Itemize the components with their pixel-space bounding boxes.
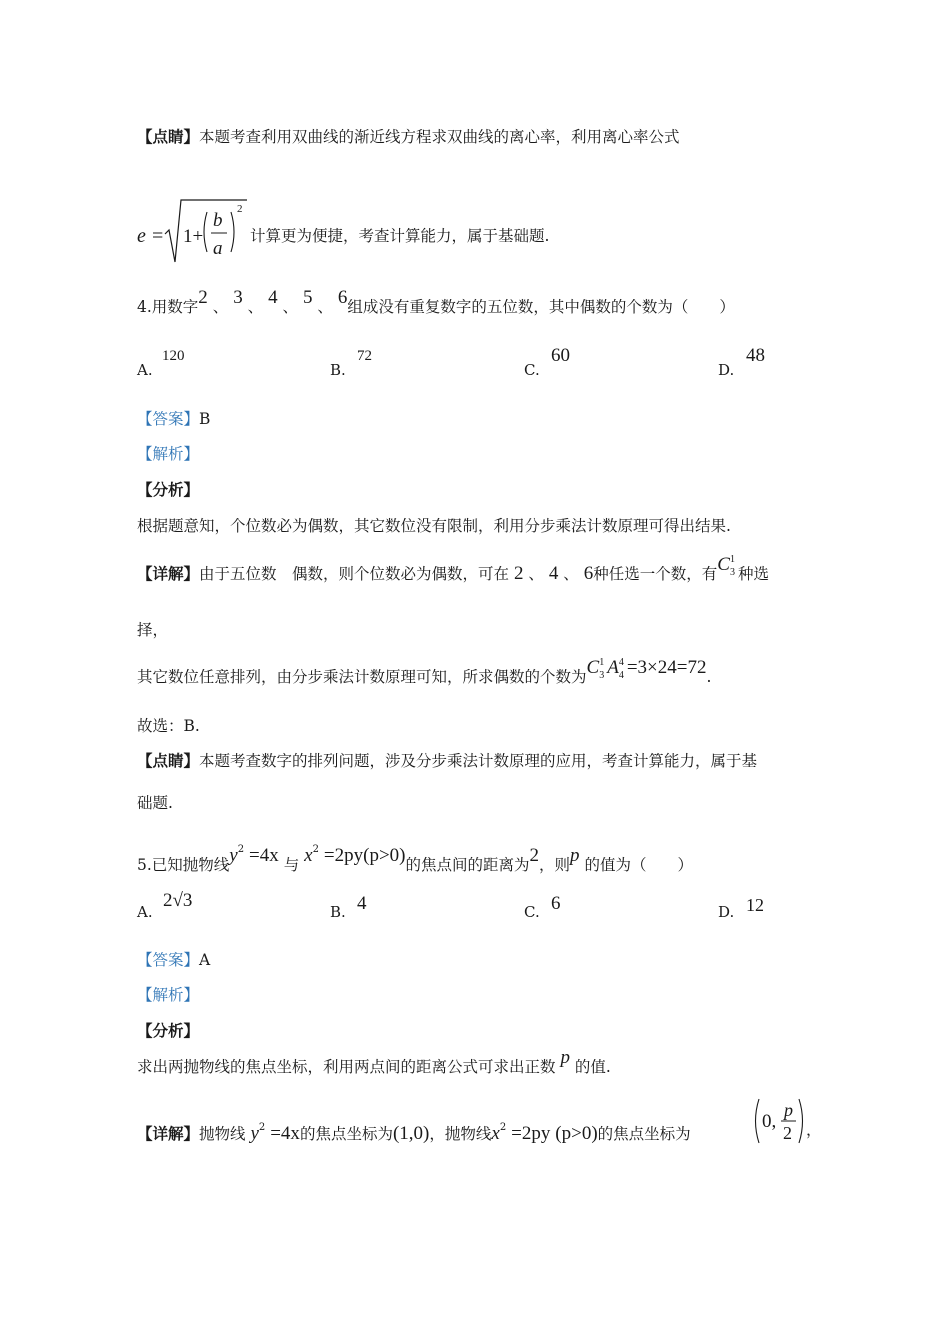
- q4-detail-text5: 其它数位任意排列，由分步乘法计数原理可知，所求偶数的个数为: [137, 668, 587, 686]
- q5-answer-line: [137, 950, 210, 970]
- q4-detail-sep-1: 、: [528, 565, 544, 583]
- q5-option-d-value: 12: [746, 895, 764, 915]
- q5-point2-num: p: [784, 1100, 793, 1120]
- q5-fenxi-text2: 的值.: [574, 1058, 611, 1076]
- q5-eq1-y: y: [229, 845, 238, 866]
- q4-dianjing-line2: 础题.: [137, 794, 173, 812]
- q5-suffix: 的值为（ ）: [584, 856, 693, 874]
- q4-detail-c-indices: [729, 554, 738, 584]
- q5-answer-label: 【答案】: [137, 951, 200, 969]
- q4-option-b-letter: B.: [330, 361, 346, 379]
- formula-tail-text: 计算更为便捷，考查计算能力，属于基础题.: [250, 227, 550, 245]
- q5-fenxi-line: [137, 1047, 611, 1077]
- q5-option-a-value: 2√3: [163, 890, 193, 911]
- q4-option-c-letter: C.: [524, 361, 540, 379]
- q4-answer-value: B: [199, 410, 211, 428]
- q4-detail-c-sub: 3: [729, 567, 735, 578]
- q5-analysis-label: 【解析】: [137, 986, 200, 1004]
- q4-digit-3: 3: [233, 287, 243, 308]
- q4-dianjing-label: 【点睛】: [137, 751, 200, 770]
- q4-detail-digit-2: 2: [513, 563, 524, 584]
- q5-detail-text4: 的焦点坐标为: [597, 1125, 691, 1143]
- q4-formula-c-indices: [599, 657, 607, 687]
- formula-eq-symbol: =: [152, 225, 164, 247]
- q4-analysis-line: [137, 444, 199, 464]
- q5-eq2-x: x: [304, 845, 313, 866]
- q4-formula-a-sup: 4: [618, 657, 624, 668]
- q4-digit-4: 4: [268, 287, 278, 308]
- sqrt-radical-icon: [165, 200, 247, 262]
- q4-fenxi-label: 【分析】: [137, 480, 200, 499]
- q4-sep-2: 、: [247, 298, 264, 316]
- q4-sep-1: 、: [212, 298, 229, 316]
- q4-formula-period: .: [706, 668, 712, 686]
- q4-digit-2: 2: [198, 287, 208, 308]
- q5-detail-text2: 的焦点坐标为: [299, 1125, 393, 1143]
- q5-detail-cond: (p>0): [555, 1123, 598, 1144]
- q5-eq1-sup: 2: [237, 844, 245, 855]
- q5-option-a-letter: A.: [137, 903, 153, 921]
- q5-eq2-sup: 2: [312, 844, 319, 855]
- q4-sep-3: 、: [282, 298, 299, 316]
- dianjing-line: [137, 127, 680, 147]
- q5-detail-eq1-rest: =4x: [270, 1123, 300, 1144]
- q5-yu: 与: [283, 856, 300, 874]
- q4-suffix: 组成没有重复数字的五位数，其中偶数的个数为（ ）: [347, 298, 735, 316]
- dianjing-text: 本题考查利用双曲线的渐近线方程求双曲线的离心率，利用离心率公式: [199, 128, 680, 146]
- q4-sep-4: 、: [317, 298, 333, 316]
- q4-detail-text2: 种任选一个数，有: [593, 565, 718, 583]
- q4-detail-label: 【详解】: [137, 564, 200, 583]
- q5-option-c-value: 6: [551, 893, 561, 914]
- q4-option-d-value: 48: [746, 345, 765, 366]
- q5-eq1-rest: =4x: [249, 845, 279, 866]
- q4-option-d-letter: D.: [718, 361, 735, 379]
- q4-digit-5: 5: [302, 287, 313, 308]
- q4-formula-rest: =3×24=72: [626, 657, 707, 678]
- q4-option-b-value: 72: [357, 348, 372, 364]
- q4-formula-a-indices: [618, 657, 627, 687]
- formula-e-symbol: e: [137, 225, 146, 247]
- q5-fenxi-label: 【分析】: [137, 1021, 200, 1040]
- q5-detail-text3: ，抛物线: [429, 1125, 492, 1143]
- q5-detail-line: [137, 1118, 691, 1144]
- q4-fenxi-text: 根据题意知，个位数必为偶数，其它数位没有限制，利用分步乘法计数原理可得出结果.: [137, 517, 731, 535]
- q5-option-c-letter: C.: [524, 903, 540, 921]
- q5-cond: (p>0): [363, 845, 406, 866]
- q5-fenxi-p: p: [560, 1047, 570, 1068]
- q5-detail-eq1-sup: 2: [258, 1122, 266, 1133]
- q4-formula-c-sub: 3: [599, 670, 605, 681]
- q5-point2-den: 2: [783, 1123, 792, 1143]
- q5-answer-value: A: [199, 951, 211, 969]
- q5-analysis-line: [137, 985, 199, 1005]
- q4-detail-digit-4: 4: [548, 563, 559, 584]
- q5-option-b-letter: B.: [330, 903, 346, 921]
- q5-prefix: 5.已知抛物线: [137, 856, 230, 874]
- q5-option-b-value: 4: [357, 893, 367, 914]
- formula-one-plus: 1+: [183, 226, 204, 247]
- q5-eq2-rest: =2py: [323, 845, 364, 866]
- q4-detail-line2: 择，: [137, 621, 169, 639]
- q4-formula-a-sub: 4: [618, 670, 624, 681]
- q4-guxuan: 故选：B.: [137, 717, 200, 735]
- formula-a: a: [213, 238, 223, 259]
- q5-detail-label: 【详解】: [137, 1124, 200, 1143]
- q4-formula-a: A: [607, 657, 619, 678]
- q5-fenxi-text1: 求出两抛物线的焦点坐标，利用两点间的距离公式可求出正数: [137, 1058, 556, 1076]
- q5-ze: ，则: [539, 856, 571, 874]
- q4-detail-line1: [137, 554, 769, 584]
- q5-point2-graphic: [752, 1096, 812, 1146]
- left-paren-icon: [756, 1099, 760, 1143]
- q5-detail-pt1: (1,0): [392, 1123, 430, 1144]
- q4-dianjing-text1: 本题考查数字的排列问题，涉及分步乘法计数原理的应用，考查计算能力，属于基: [199, 752, 758, 770]
- q5-stem: [137, 840, 693, 875]
- dianjing-label: 【点睛】: [137, 127, 200, 146]
- q5-detail-eq1-y: y: [250, 1123, 259, 1144]
- q4-detail-c: C: [717, 554, 730, 575]
- q4-digit-6: 6: [337, 287, 348, 308]
- q4-option-c-value: 60: [551, 345, 570, 366]
- q4-answer-label: 【答案】: [137, 410, 200, 428]
- q4-answer-line: [137, 409, 210, 429]
- q5-detail-eq2-rest: =2py: [511, 1123, 551, 1144]
- q4-formula-c-sup: 1: [599, 657, 605, 668]
- q4-detail-c-sup: 1: [729, 554, 735, 565]
- formula-b: b: [213, 210, 223, 231]
- q5-option-d-letter: D.: [718, 903, 735, 921]
- q5-detail-text1: 抛物线: [199, 1125, 246, 1143]
- q4-detail-sep-2: 、: [563, 565, 579, 583]
- eccentricity-formula-graphic: [137, 198, 255, 266]
- q4-option-a-value: 120: [162, 348, 185, 364]
- q5-detail-eq2-x: x: [491, 1123, 500, 1144]
- q5-p: p: [570, 845, 580, 866]
- formula-exponent: 2: [237, 203, 243, 215]
- q5-dist: 2: [529, 845, 540, 866]
- q5-mid: 的焦点间的距离为: [405, 856, 530, 874]
- q4-dianjing-line1: [137, 751, 757, 771]
- q4-detail-text1: 由于五位数 偶数，则个位数必为偶数，可在: [199, 565, 510, 583]
- q4-detail-text3: 种选: [737, 565, 769, 583]
- q5-point2-zero: 0,: [762, 1111, 777, 1132]
- q4-formula-c: C: [586, 657, 600, 678]
- q5-detail-eq2-sup: 2: [499, 1122, 507, 1133]
- q4-stem: [137, 287, 735, 317]
- right-paren-icon: [799, 1099, 803, 1143]
- q4-detail-digit-6: 6: [583, 563, 594, 584]
- q5-detail-comma: ，: [806, 1121, 822, 1139]
- right-paren-icon: [231, 212, 234, 252]
- q4-prefix: 4.用数字: [137, 298, 199, 316]
- q4-option-a-letter: A.: [137, 361, 153, 379]
- q4-analysis-label: 【解析】: [137, 445, 200, 463]
- left-paren-icon: [204, 212, 207, 252]
- q4-detail-line3: [137, 657, 712, 687]
